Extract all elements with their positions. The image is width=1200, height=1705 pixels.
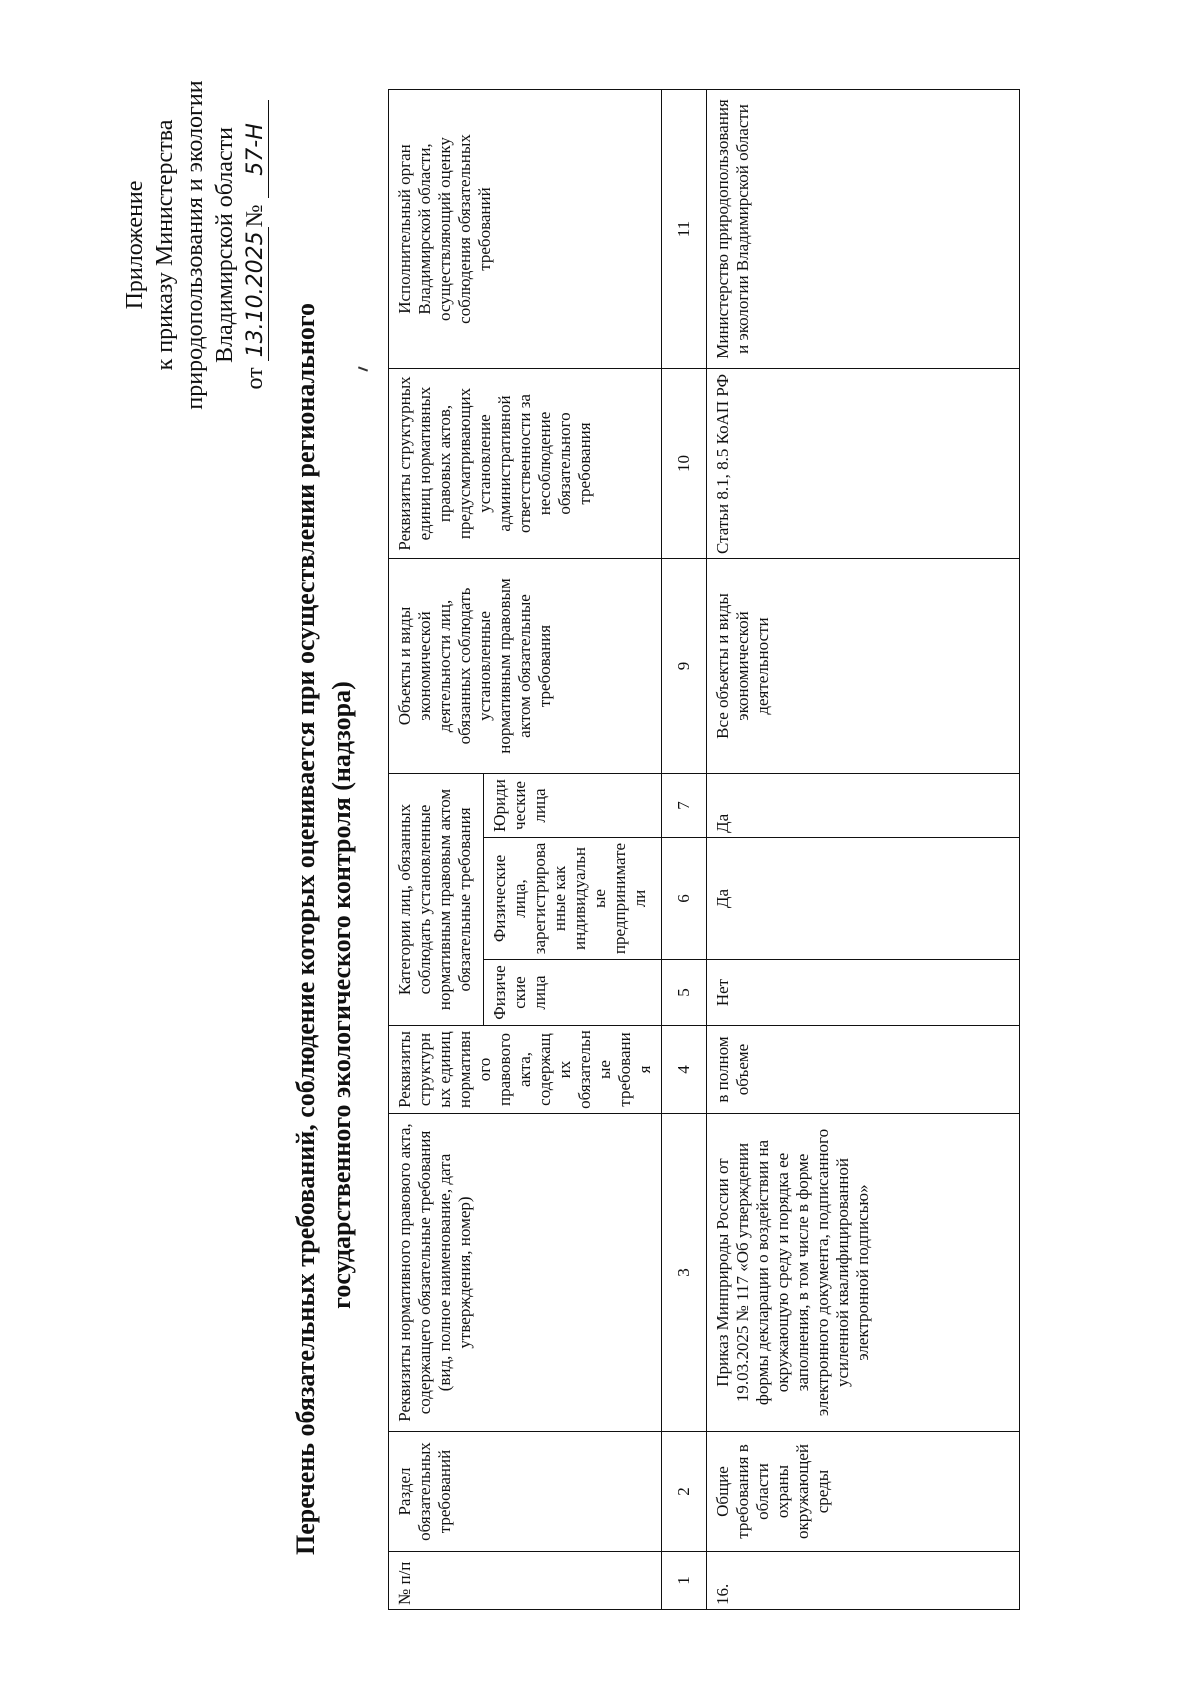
order-date: 13.10.2025: [244, 227, 269, 361]
column-number: 7: [662, 774, 707, 838]
col-number-header: № п/п: [389, 1552, 662, 1610]
row-number: 16.: [707, 1552, 1020, 1610]
stray-mark: [358, 366, 368, 371]
column-number: 3: [662, 1114, 707, 1432]
column-number: 1: [662, 1552, 707, 1610]
order-number: 57-Н: [244, 100, 269, 198]
column-number: 4: [662, 1026, 707, 1114]
col-liability-header: Реквизиты структурных единиц нормативных правовых актов, предусматривающих установление административной ответственности за несоблюдение обязательного требования: [389, 369, 662, 559]
header-row-1: [389, 90, 484, 1610]
row-liability: Статьи 8.1, 8.5 КоАП РФ: [707, 369, 1020, 559]
ministry-name: природопользования и экологии: [182, 80, 208, 410]
row-legal-entities: Да: [707, 774, 1020, 838]
row-units: в полном объеме: [707, 1026, 1020, 1114]
appendix-label: Приложение: [122, 180, 148, 310]
column-number: 5: [662, 960, 707, 1026]
column-number: 11: [662, 90, 707, 369]
col-individuals-header: Физические лица: [484, 960, 662, 1026]
row-entrepreneurs: Да: [707, 838, 1020, 960]
row-legal-act: Приказ Минприроды России от 19.03.2025 № 117 «Об утверждении формы декларации о воздействии на окружающую среду и порядка ее заполнения, в том числе в форме электронного документа, подписанного усиленной квалифицированной электронной подписью»: [707, 1114, 1020, 1432]
order-reference: к приказу Министерства: [152, 119, 178, 371]
region-name: Владимирской области: [212, 127, 238, 363]
appendix-header: [120, 75, 270, 415]
col-categories-header: Категории лиц, обязанных соблюдать установленные нормативным правовым актом обязательные требования: [389, 774, 484, 1026]
table-row: [707, 90, 1020, 1610]
column-number: 9: [662, 559, 707, 774]
column-number: 10: [662, 369, 707, 559]
row-authority: Министерство природопользования и экологии Владимирской области: [707, 90, 1020, 369]
title-line-2: государственного экологического контроля (надзора): [327, 681, 356, 1309]
col-section-header: Раздел обязательных требований: [389, 1432, 662, 1552]
col-legal-entities-header: Юридические лица: [484, 774, 662, 838]
title-line-1: Перечень обязательных требований, соблюдение которых оценивается при осуществлении регионального: [291, 302, 320, 1555]
requirements-table: [388, 89, 1020, 1610]
order-date-prefix: от: [242, 367, 268, 390]
row-objects: Все объекты и виды экономической деятельности: [707, 559, 1020, 774]
column-number: 6: [662, 838, 707, 960]
col-units-header: Реквизиты структурных единиц нормативного правового акта, содержащих обязательные требования: [389, 1026, 662, 1114]
col-entrepreneurs-header: Физические лица, зарегистрированные как индивидуальные предприниматели: [484, 838, 662, 960]
col-objects-header: Объекты и виды экономической деятельности лиц, обязанных соблюдать установленные нормативным правовым актом обязательные требования: [389, 559, 662, 774]
row-section: Общие требования в области охраны окружающей среды: [707, 1432, 1020, 1552]
order-date-line: [240, 75, 270, 415]
column-number: 2: [662, 1432, 707, 1552]
row-individuals: Нет: [707, 960, 1020, 1026]
col-act-header: Реквизиты нормативного правового акта, содержащего обязательные требования (вид, полное наименование, дата утверждения, номер): [389, 1114, 662, 1432]
order-number-prefix: №: [242, 204, 268, 228]
col-authority-header: Исполнительный орган Владимирской области, осуществляющий оценку соблюдения обязательных требований: [389, 90, 662, 369]
column-numbers-row: [662, 90, 707, 1610]
document-title: [288, 302, 360, 1555]
